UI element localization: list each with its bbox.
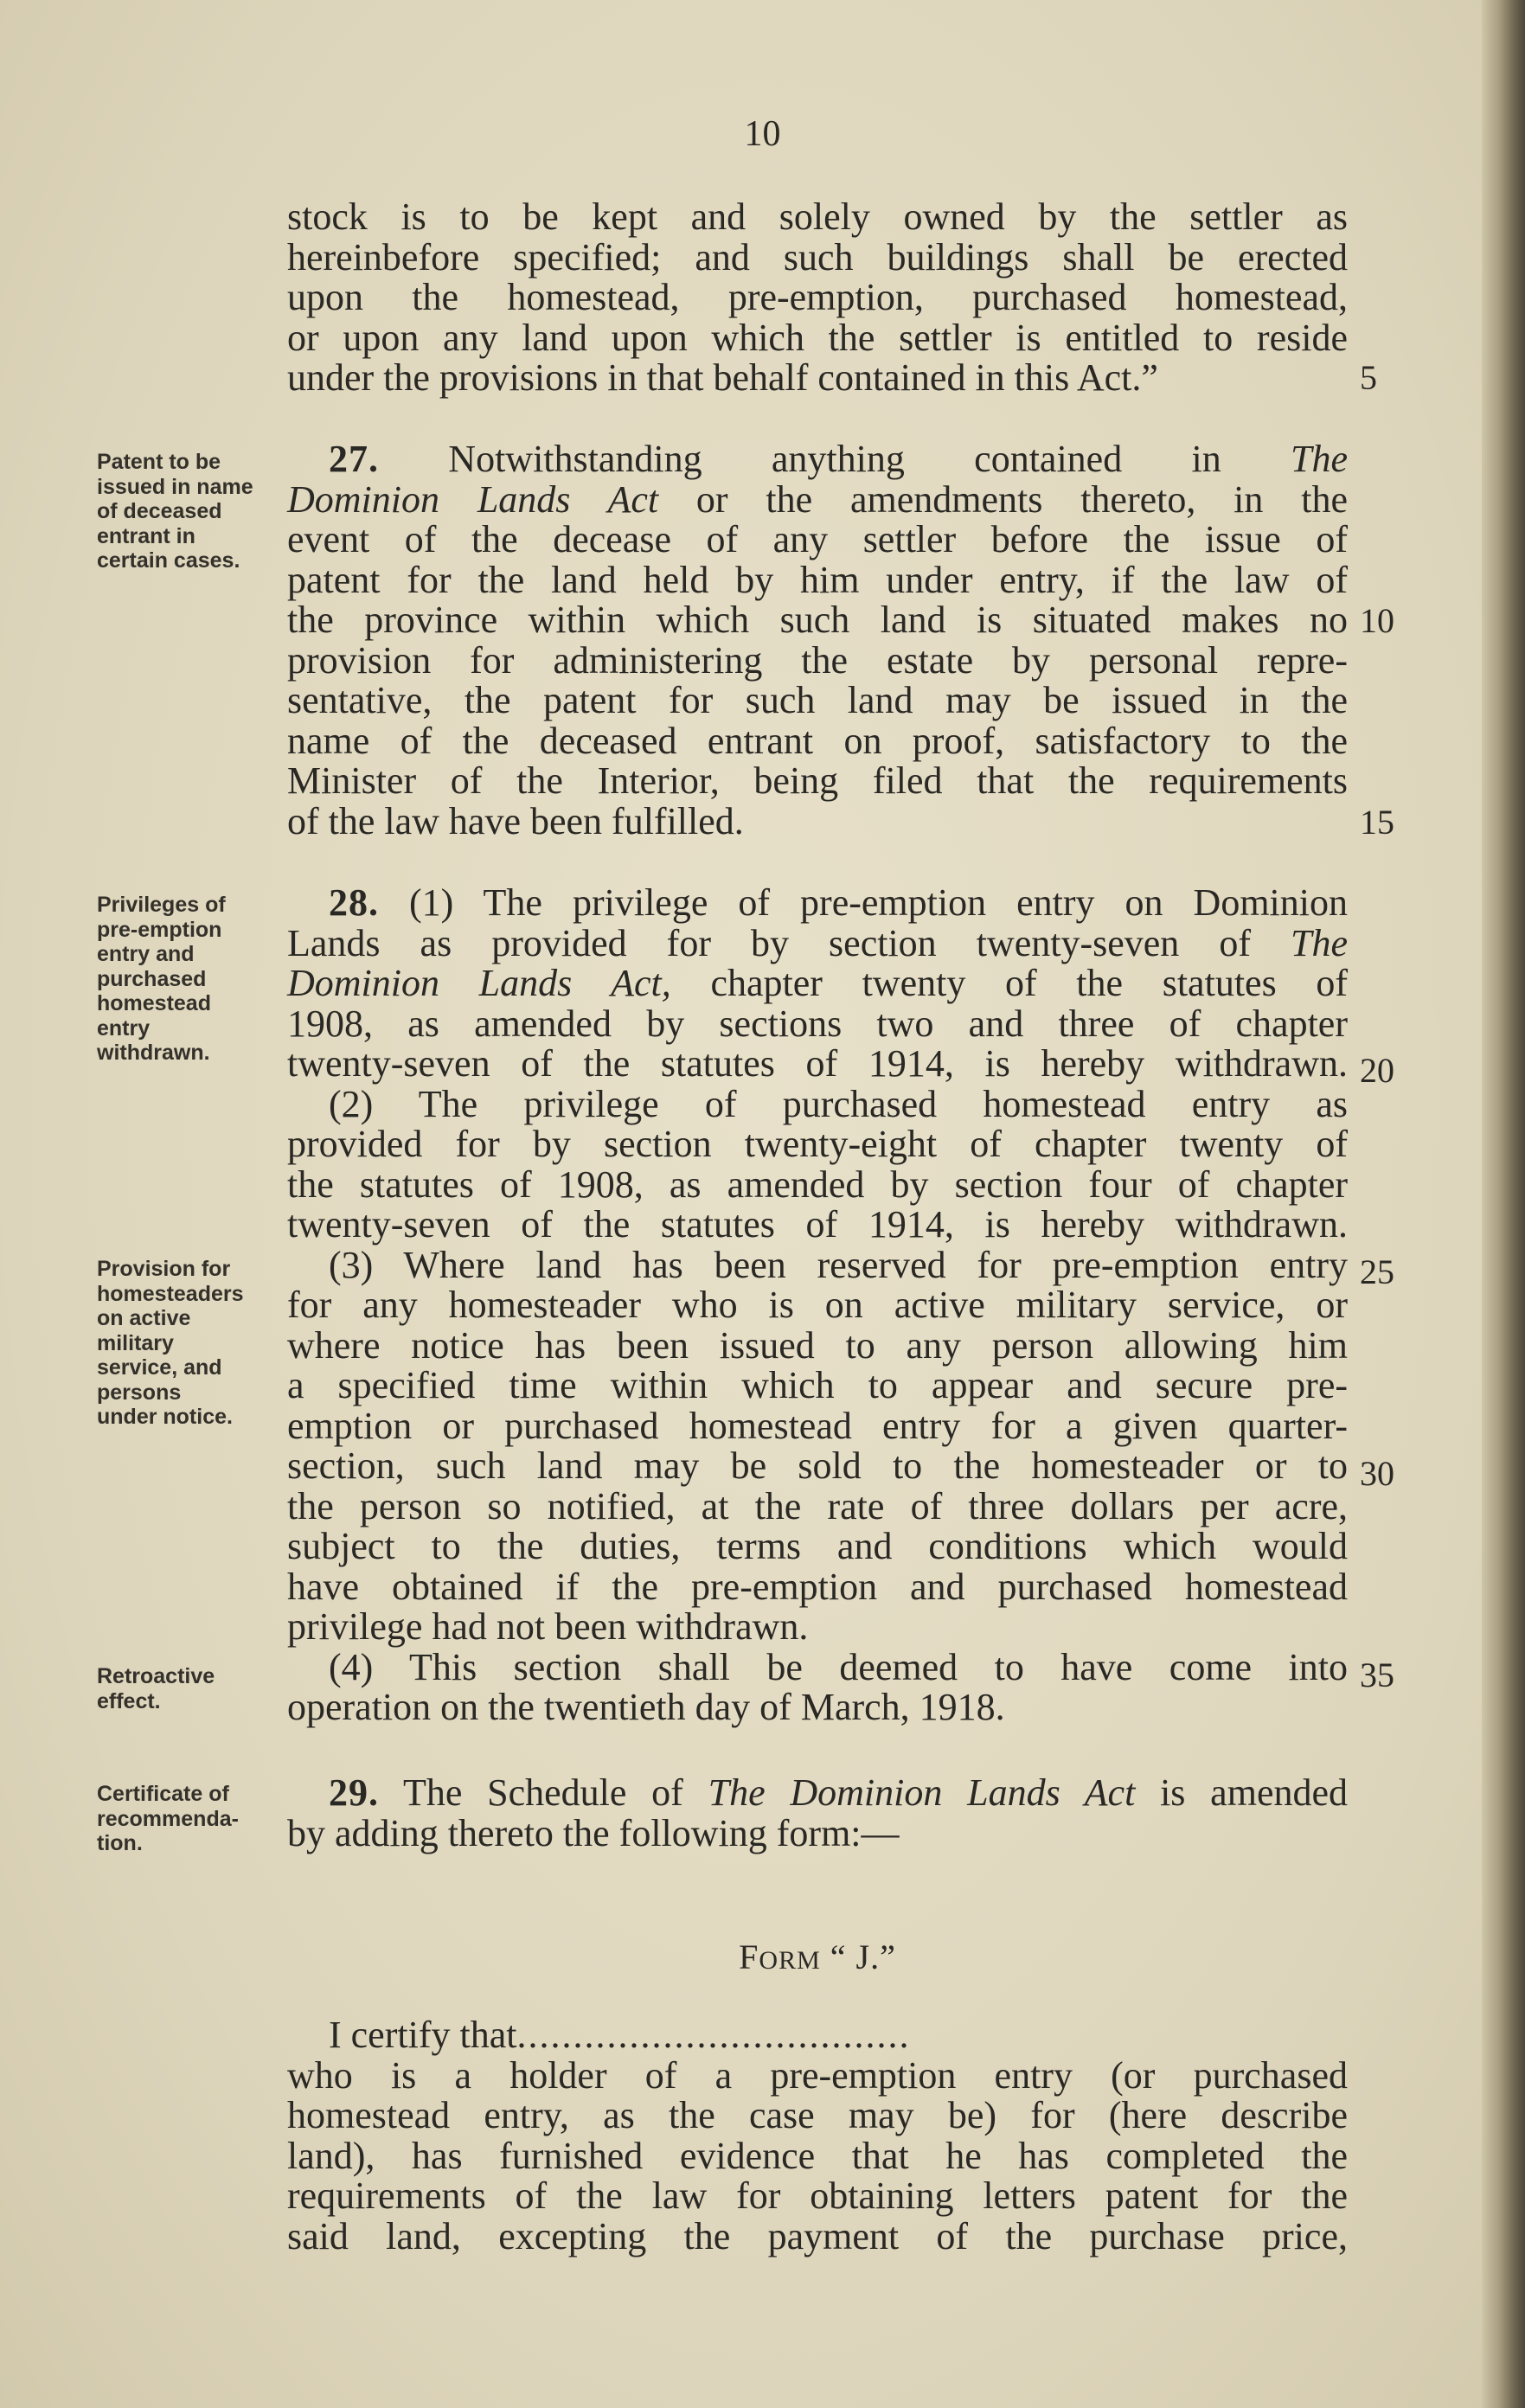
section-29 [287, 1773, 1348, 1854]
text-line: Dominion Lands Act or the amendments thereto, in the [287, 477, 1348, 521]
book-spine-shadow [1482, 0, 1525, 2408]
text-line: name of the deceased entrant on proof, satisfactory to the [287, 719, 1348, 762]
section-27 [287, 439, 1348, 842]
carryover-paragraph [287, 197, 1348, 399]
line-number-5: 5 [1360, 358, 1377, 397]
text-line: provided for by section twenty-eight of chapter twenty of [287, 1123, 1348, 1165]
text-line: twenty-seven of the statutes of 1914, is hereby withdrawn. [287, 1203, 1348, 1246]
text-line: privilege had not been withdrawn. [287, 1605, 809, 1648]
form-j-body [287, 2015, 1348, 2257]
section-28 [287, 883, 1348, 1728]
text-line: event of the decease of any settler before the issue of [287, 518, 1348, 560]
text-line: I certify that................................... [329, 2014, 911, 2056]
text-line: (2) The privilege of purchased homestead entry as [329, 1082, 1348, 1125]
marginal-note-provision: Provision for homesteaders on active military service, and persons under notice. [97, 1257, 244, 1429]
text-line: subject to the duties, terms and conditions which would [287, 1525, 1348, 1567]
text-line: Dominion Lands Act, chapter twenty of the statutes of [287, 962, 1349, 1004]
marginal-note-privileges: Privileges of pre-emption entry and purchased homestead entry withdrawn. [97, 893, 226, 1065]
form-title: FORM “ J.” [739, 1937, 896, 1976]
text-line: where notice has been issued to any person allowing him [287, 1323, 1348, 1367]
text-line: the person so notified, at the rate of three dollars per acre, [287, 1484, 1348, 1527]
text-line: sentative, the patent for such land may be issued in the [287, 679, 1348, 721]
section-number: 27. [329, 438, 379, 480]
text-line: land), has furnished evidence that he has completed the [287, 2134, 1348, 2177]
text-line: a specified time within which to appear and secure pre- [287, 1364, 1348, 1406]
text-line: the statutes of 1908, as amended by section four of chapter [287, 1162, 1348, 1206]
line-number-30: 30 [1360, 1454, 1394, 1493]
text-line: or upon any land upon which the settler is entitled to reside [287, 316, 1348, 359]
text-line: stock is to be kept and solely owned by the settler as [287, 195, 1348, 238]
text-line: Lands as provided for by section twenty-seven of The [287, 921, 1348, 964]
text-line: emption or purchased homestead entry for a given quarter- [287, 1404, 1348, 1447]
text-line: 27. Notwithstanding anything contained in The [329, 438, 1349, 480]
text-line: (4) This section shall be deemed to have come into [329, 1645, 1348, 1688]
text-line: hereinbefore specified; and such buildings shall be erected [287, 235, 1348, 279]
text-line: provision for administering the estate by personal repre- [287, 638, 1348, 682]
line-number-25: 25 [1360, 1252, 1394, 1291]
text-line: 28. (1) The privilege of pre-emption entry on Dominion [329, 881, 1348, 924]
text-line: said land, excepting the payment of the purchase price, [287, 2214, 1348, 2258]
text-line: operation on the twentieth day of March, 1918. [287, 1686, 1005, 1728]
text-line: section, such land may be sold to the homesteader or to [287, 1444, 1348, 1487]
text-line: requirements of the law for obtaining letters patent for the [287, 2174, 1348, 2217]
section-number: 28. [329, 881, 379, 924]
line-number-20: 20 [1360, 1051, 1394, 1090]
text-line: of the law have been fulfilled. [287, 799, 744, 842]
marginal-note-retroactive: Retroactive effect. [97, 1664, 215, 1713]
text-line: patent for the land held by him under entry, if the law of [287, 558, 1348, 601]
blank-fill-line: ................................... [516, 2014, 911, 2056]
line-number-10: 10 [1360, 601, 1394, 640]
text-line: 29. The Schedule of The Dominion Lands Act is amended [329, 1771, 1348, 1814]
marginal-note-patent: Patent to be issued in name of deceased entrant in certain cases. [97, 450, 253, 573]
line-number-35: 35 [1360, 1656, 1394, 1694]
text-line: Minister of the Interior, being filed that the requirements [287, 759, 1348, 802]
text-line: 1908, as amended by sections two and three of chapter [287, 1002, 1348, 1045]
text-line: (3) Where land has been reserved for pre-emption entry [329, 1243, 1348, 1286]
text-line: for any homesteader who is on active military service, or [287, 1284, 1348, 1326]
text-line: have obtained if the pre-emption and purchased homestead [287, 1565, 1348, 1608]
text-line: upon the homestead, pre-emption, purchased homestead, [287, 276, 1348, 318]
section-number: 29. [329, 1771, 379, 1814]
page-number: 10 [744, 114, 781, 154]
text-line: who is a holder of a pre-emption entry (or purchased [287, 2053, 1348, 2097]
text-line: under the provisions in that behalf contained in this Act.” [287, 356, 1158, 399]
marginal-note-certificate: Certificate of recommenda- tion. [97, 1782, 239, 1855]
line-number-15: 15 [1360, 803, 1394, 842]
text-line: by adding thereto the following form:— [287, 1811, 900, 1854]
text-line: the province within which such land is situated makes no [287, 599, 1348, 641]
text-line: twenty-seven of the statutes of 1914, is hereby withdrawn. [287, 1042, 1348, 1085]
text-line: homestead entry, as the case may be) for (here describe [287, 2094, 1348, 2136]
